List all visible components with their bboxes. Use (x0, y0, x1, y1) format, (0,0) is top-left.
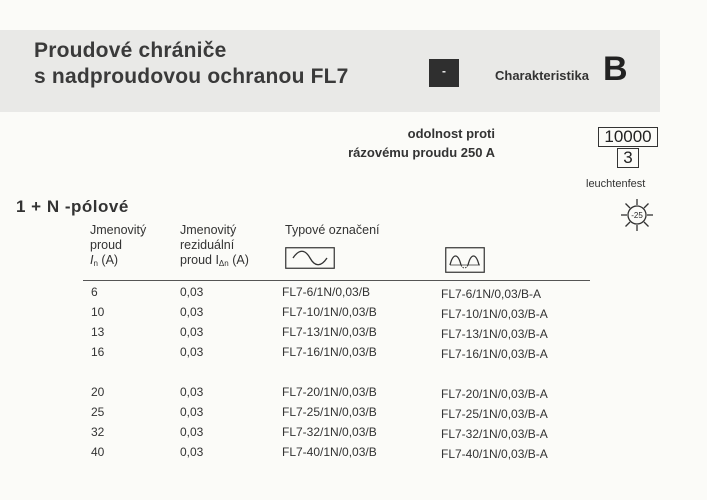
cell-current: 6 (91, 285, 98, 299)
cell-residual: 0,03 (180, 325, 204, 339)
col2-symbol: proud I (180, 253, 219, 267)
cell-current: 25 (91, 405, 105, 419)
cell-type-ac: FL7-13/1N/0,03/B (282, 325, 377, 339)
cell-residual: 0,03 (180, 445, 204, 459)
cell-type-ac: FL7-40/1N/0,03/B (282, 445, 377, 459)
cell-type-a: FL7-32/1N/0,03/B-A (441, 427, 548, 441)
sine-wave-icon (285, 247, 335, 269)
cell-current: 16 (91, 345, 105, 359)
cell-type-a: FL7-10/1N/0,03/B-A (441, 307, 548, 321)
table-row (0, 445, 707, 463)
col1-line1: Jmenovitý (90, 223, 147, 237)
cell-type-ac: FL7-6/1N/0,03/B (282, 285, 371, 299)
table-row (0, 385, 707, 403)
cell-residual: 0,03 (180, 345, 204, 359)
col1-subscript: n (93, 259, 98, 268)
characteristic-letter: B (603, 50, 628, 88)
cell-type-ac: FL7-20/1N/0,03/B (282, 385, 377, 399)
surge-line-1: odolnost proti (407, 126, 495, 141)
table-row (0, 285, 707, 303)
col2-line3 (180, 253, 249, 271)
cell-type-a: FL7-16/1N/0,03/B-A (441, 347, 548, 361)
col-header-residual-current (180, 223, 249, 271)
section-title: 1 + N -pólové (16, 197, 129, 216)
col2-subscript: Δn (218, 259, 229, 268)
cell-current: 20 (91, 385, 105, 399)
dash-symbol-box: - (429, 59, 459, 87)
col2-unit: (A) (232, 253, 249, 267)
col2-line2: reziduální (180, 238, 235, 252)
pulsating-wave-icon (445, 247, 485, 273)
table-header-rule (83, 280, 590, 281)
snowflake-temperature-icon (620, 198, 654, 232)
table-row (0, 345, 707, 363)
characteristic-label: Charakteristika (495, 68, 589, 83)
col1-line3 (90, 253, 146, 271)
page-title (34, 38, 349, 90)
table-row (0, 425, 707, 443)
cell-current: 13 (91, 325, 105, 339)
temperature-value: -25 (631, 211, 643, 220)
cell-residual: 0,03 (180, 425, 204, 439)
title-line-1: Proudové chrániče (34, 39, 227, 62)
cell-residual: 0,03 (180, 285, 204, 299)
cell-type-a: FL7-25/1N/0,03/B-A (441, 407, 548, 421)
table-row (0, 305, 707, 323)
surge-resistance-text (348, 124, 495, 162)
rating-box (597, 127, 659, 168)
rating-bottom: 3 (617, 148, 639, 168)
col1-line2: proud (90, 238, 122, 252)
cell-current: 32 (91, 425, 105, 439)
table-row (0, 325, 707, 343)
leuchtenfest-label: leuchtenfest (586, 178, 646, 190)
cell-residual: 0,03 (180, 305, 204, 319)
cell-type-a: FL7-6/1N/0,03/B-A (441, 287, 542, 301)
cell-type-a: FL7-40/1N/0,03/B-A (441, 447, 548, 461)
col-header-rated-current (90, 223, 146, 271)
cell-current: 40 (91, 445, 105, 459)
table-row (0, 405, 707, 423)
cell-type-a: FL7-13/1N/0,03/B-A (441, 327, 548, 341)
cell-type-a: FL7-20/1N/0,03/B-A (441, 387, 548, 401)
col2-line1: Jmenovitý (180, 223, 237, 237)
cell-type-ac: FL7-16/1N/0,03/B (282, 345, 377, 359)
cell-residual: 0,03 (180, 405, 204, 419)
col-header-type-designation (285, 223, 380, 238)
col3-label: Typové označení (285, 223, 380, 237)
cell-type-ac: FL7-25/1N/0,03/B (282, 405, 377, 419)
col1-symbol: I (90, 253, 94, 267)
cell-type-ac: FL7-32/1N/0,03/B (282, 425, 377, 439)
cell-type-ac: FL7-10/1N/0,03/B (282, 305, 377, 319)
rating-top: 10000 (598, 127, 658, 147)
surge-line-2: rázovému proudu 250 A (348, 145, 495, 160)
title-line-2: s nadproudovou ochranou FL7 (34, 65, 349, 88)
cell-current: 10 (91, 305, 105, 319)
cell-residual: 0,03 (180, 385, 204, 399)
col1-unit: (A) (101, 253, 119, 267)
